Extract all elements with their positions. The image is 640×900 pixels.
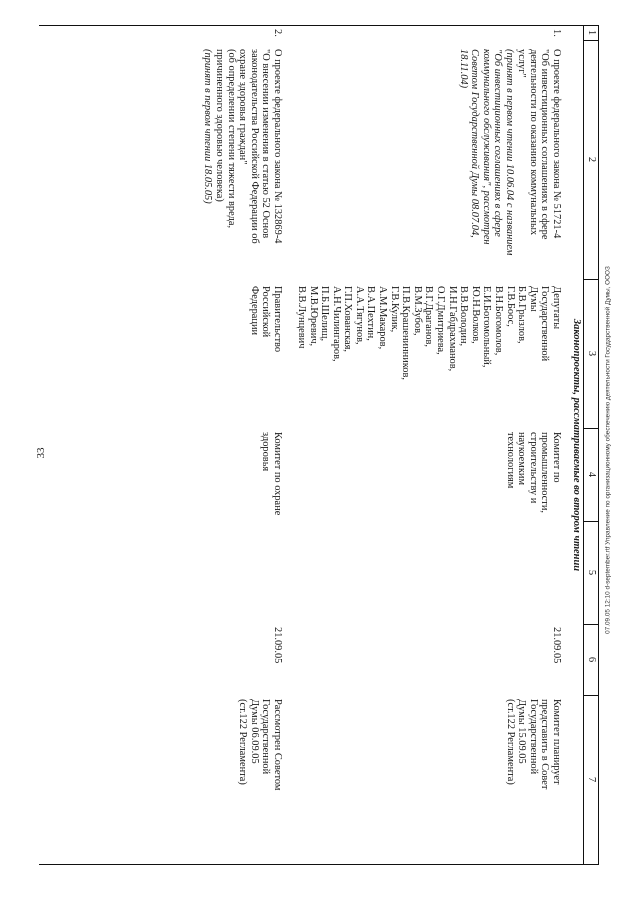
column-header-1: 1 xyxy=(586,29,597,36)
bill-status: Комитет планирует представить в Совет Государственной Думы 15.09.05 (ст.122 Регламента) xyxy=(504,699,562,790)
bill-title: О проекте федерального закона № 132869-4 "О внесении изменения в статью 52 Основ законодательства Российской Федерации об охране здоровья граждан" (об определении степени тяжести вреда, причиненного здоровью человека) xyxy=(214,49,283,244)
agenda-table xyxy=(39,25,599,865)
column-header-2: 2 xyxy=(586,156,597,163)
bill-committee: Комитет по охране здоровья xyxy=(260,432,283,516)
page-number: 33 xyxy=(35,447,47,459)
bill-status: Рассмотрен Советом Государственной Думы 06.09.05 (ст.122 Регламента) xyxy=(237,699,283,791)
column-header-4: 4 xyxy=(586,471,597,478)
row-number: 1. xyxy=(551,29,562,37)
document-page xyxy=(39,25,599,865)
bill-date: 21.09.05 xyxy=(272,627,283,664)
bill-date: 21.09.05 xyxy=(551,627,562,664)
bill-committee: Комитет по промышленности, строительству и наукоемким технологиям xyxy=(504,432,562,513)
bill-title: О проекте федерального закона № 51721-4 "Об инвестиционных соглашениях в сфере деятельности по оказанию коммунальных услуг" xyxy=(516,49,562,240)
bill-note: (принят в первом чтении 10.06.04 с названием "Об инвестиционных соглашениях в сфере коммунального обслуживания", рассмотрен Советом Государственной Думы 08.07.04, 18.11.04) xyxy=(457,49,515,256)
bill-initiator: Депутаты Государственной Думы Б.В.Грызлов, Г.В.Боос, В.Н.Богомолов, Е.И.Богомольный, Ю.Н.Волков, В.В.Володин, И.Н.Габдрахманов, О.Г.Дмитриева, В.Г.Драганов, В.М.Зубов, П.В.Крашенинников, Г.В.Кулик, А.М.Макаров, В.А.Пехтин, А.А.Тягунов, Г.П.Хованская, А.Н.Чилингаров, П.Б.Шелищ, М.В.Юревич, В.В.Лунцевич xyxy=(295,286,562,381)
column-header-3: 3 xyxy=(586,350,597,357)
column-header-7: 7 xyxy=(586,776,597,783)
column-header-5: 5 xyxy=(586,569,597,576)
column-header-6: 6 xyxy=(586,656,597,663)
row-number: 2. xyxy=(272,29,283,37)
section-title: Законопроекты, рассматриваемые во втором чтении xyxy=(571,318,582,572)
page-footer: 07.09.05 12:10 d-september.rtf Управление по организационному обеспечению деятельности Государственной Думы, ОООЗ xyxy=(604,266,612,634)
bill-note: (принят в первом чтении 18.05.05) xyxy=(202,49,213,204)
bill-initiator: Правительство Российской Федерации xyxy=(248,286,283,353)
